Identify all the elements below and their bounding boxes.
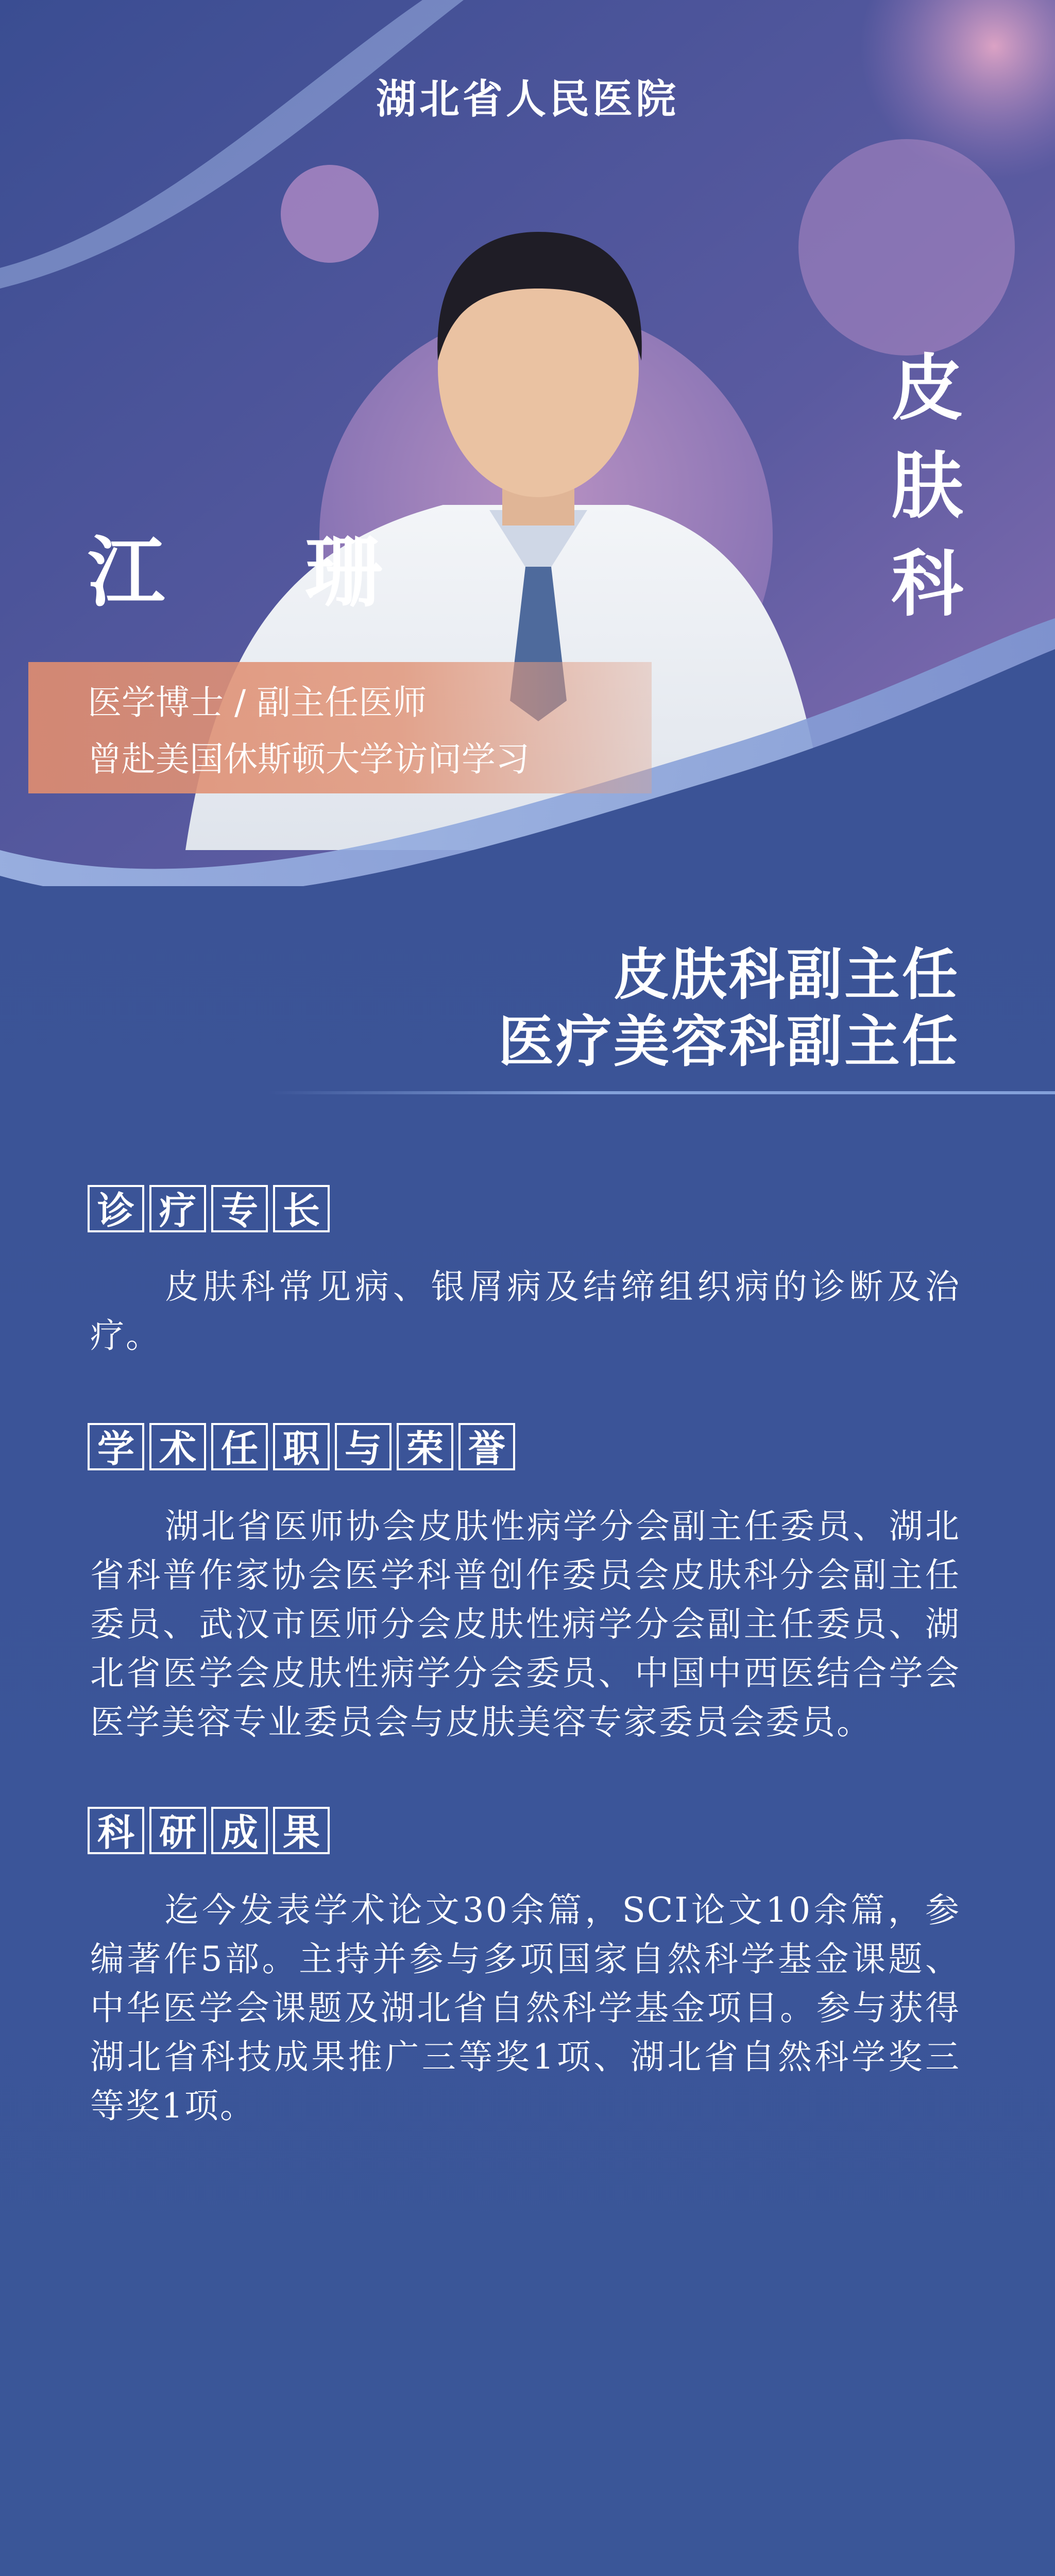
department-char: 皮 — [891, 347, 963, 431]
doctor-name: 江 珊 — [88, 528, 439, 618]
title-char: 成 — [211, 1807, 268, 1854]
position-title-1: 皮肤科副主任 — [613, 942, 960, 1007]
hospital-name: 湖北省人民医院 — [376, 76, 679, 123]
credential-visit: 曾赴美国休斯顿大学访问学习 — [88, 739, 530, 779]
section-body-research: 迄今发表学术论文30余篇，SCI论文10余篇，参编著作5部。主持并参与多项国家自然科学基金课题、中华医学会课题及湖北省自然科学基金项目。参与获得湖北省科技成果推广三等奖1项、湖北省自然科学奖三等奖1项。 — [90, 1890, 961, 2126]
department-char: 科 — [891, 543, 963, 626]
title-char: 研 — [149, 1807, 206, 1854]
section-body-specialty: 皮肤科常见病、银屑病及结缔组织病的诊断及治疗。 — [90, 1267, 961, 1355]
department-char: 肤 — [891, 445, 963, 529]
credential-degree: 医学博士 / 副主任医师 — [88, 683, 427, 722]
title-char: 职 — [273, 1423, 330, 1470]
title-char: 果 — [273, 1807, 330, 1854]
title-char: 术 — [149, 1423, 206, 1470]
title-char: 誉 — [458, 1423, 515, 1470]
credentials-band — [28, 662, 652, 793]
title-char: 长 — [273, 1185, 330, 1232]
position-title-2: 医疗美容科副主任 — [498, 1009, 960, 1074]
section-title-positions — [88, 1423, 515, 1470]
decor-circle — [798, 139, 1015, 355]
section-title-research — [88, 1807, 330, 1854]
title-char: 与 — [335, 1423, 392, 1470]
title-char: 专 — [211, 1185, 268, 1232]
section-body-positions: 湖北省医师协会皮肤性病学分会副主任委员、湖北省科普作家协会医学科普创作委员会皮肤科分会副主任委员、武汉市医师分会皮肤性病学分会副主任委员、湖北省医学会皮肤性病学分会委员、中国中西医结合学会医学美容专业委员会与皮肤美容专家委员会委员。 — [90, 1506, 961, 1742]
divider-line — [268, 1091, 1055, 1094]
title-char: 荣 — [397, 1423, 453, 1470]
title-char: 科 — [88, 1807, 144, 1854]
title-char: 疗 — [149, 1185, 206, 1232]
section-title-specialty — [88, 1185, 330, 1232]
title-char: 诊 — [88, 1185, 144, 1232]
title-char: 任 — [211, 1423, 268, 1470]
title-char: 学 — [88, 1423, 144, 1470]
decor-circle-small — [281, 165, 379, 263]
department-vertical — [886, 340, 968, 634]
